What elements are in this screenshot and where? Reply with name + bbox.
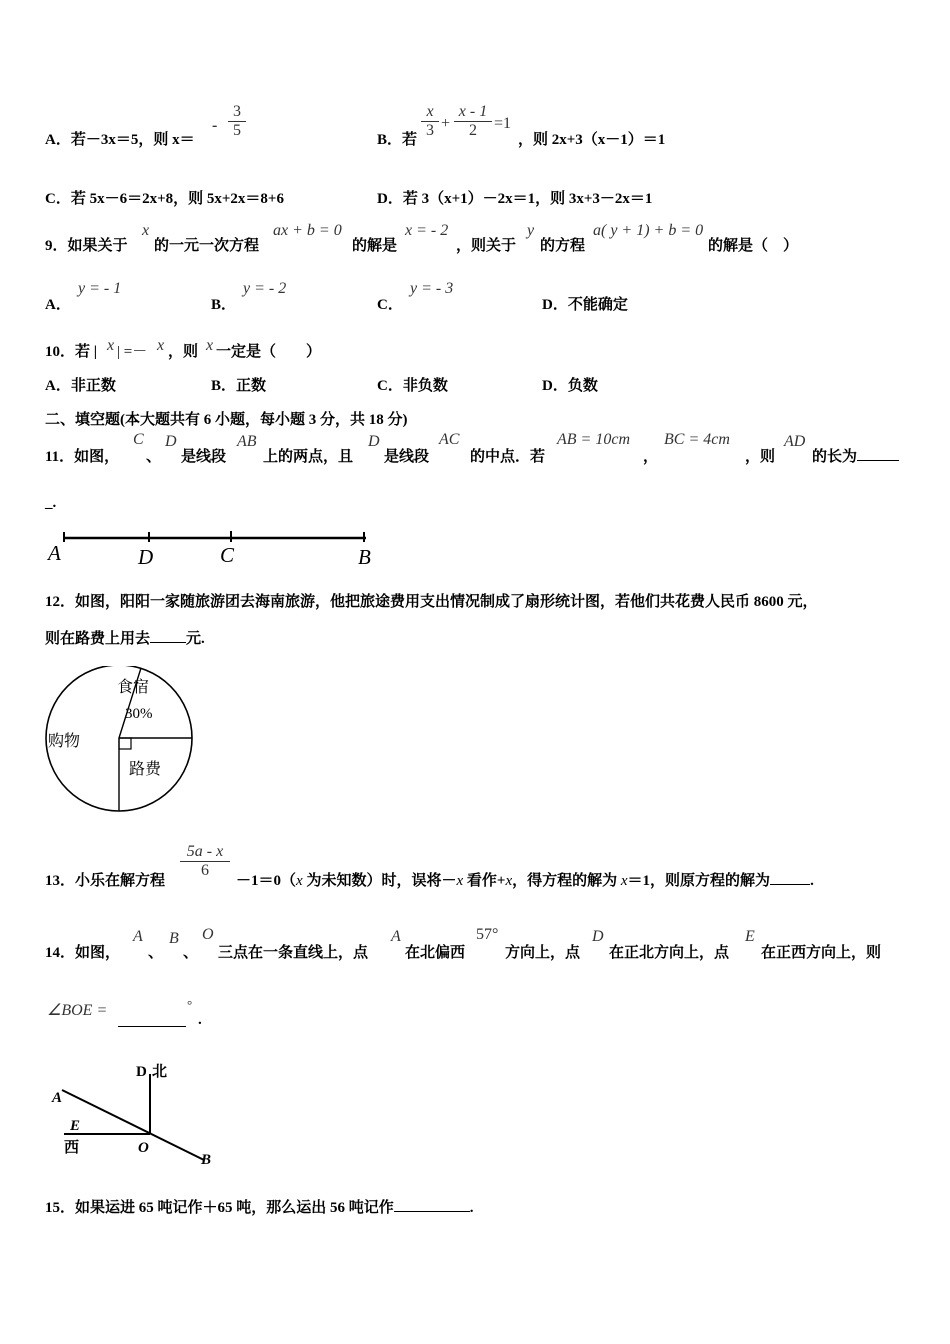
- q9-equation-1: ax + b = 0: [273, 222, 342, 239]
- q8-option-b-fraction-1: $\frac{x}{3}$: [421, 103, 439, 140]
- q9-text-2: 的一元一次方程: [154, 238, 260, 254]
- label-north: 北: [152, 1064, 168, 1080]
- q9-option-c-value: y = - 3: [410, 280, 454, 297]
- q10-text-1: 10．若 |: [45, 344, 98, 360]
- q11-equation-1: AB = 10cm: [557, 431, 630, 448]
- pie-label-food-pct: 30%: [125, 706, 153, 722]
- q10-text-4: 一定是（ ）: [216, 344, 322, 360]
- q9-option-b: B．: [211, 297, 237, 313]
- q9-equation-2: a( y + 1) + b = 0: [593, 222, 704, 239]
- q14-var-o: O: [202, 926, 214, 943]
- q14-text-6: 在正西方向上，则: [761, 945, 882, 961]
- q12-line-1: 12．如图，阳阳一家随旅游团去海南旅游，他把旅途费用支出情况制成了扇形统计图，若他们共花费人民币 8600 元，: [45, 594, 818, 610]
- right-angle-mark: [119, 738, 131, 749]
- q11-equation-2: BC = 4cm: [664, 431, 730, 448]
- q14-text-3: 在北偏西: [405, 945, 466, 961]
- q8-option-b-plus: +: [441, 115, 451, 132]
- q14-degree: 57°: [476, 926, 499, 943]
- q14-degree-symbol: °: [187, 997, 193, 1012]
- q11-comma: ，: [643, 449, 659, 465]
- q11-tail: _.: [45, 495, 57, 511]
- q9-text-4: ，则关于: [456, 238, 517, 254]
- q14-angle: ∠BOE =: [47, 1002, 108, 1019]
- q11-var-ac: AC: [439, 431, 460, 448]
- q14-sep-1: 、: [148, 945, 164, 961]
- q14-text-4: 方向上，点: [505, 945, 581, 961]
- label-o: O: [138, 1140, 149, 1156]
- q8-option-b-prefix: B．若: [377, 132, 418, 148]
- q9-text-6: 的解是（ ）: [708, 238, 799, 254]
- q9-option-a: A．: [45, 297, 71, 313]
- label-c: C: [220, 543, 235, 567]
- q8-option-a-fraction: $\frac{3}{5}$: [228, 103, 246, 140]
- q10-var-x2: x: [157, 337, 165, 354]
- q9-text-3: 的解是: [352, 238, 398, 254]
- q9-var-x: x: [142, 222, 150, 239]
- q10-option-d: D．负数: [542, 378, 598, 394]
- q9-text-5: 的方程: [540, 238, 586, 254]
- q8-option-b-equals: =1: [494, 115, 512, 132]
- q8-option-b-suffix: ，则 2x+3（x－1）＝1: [518, 132, 666, 148]
- q9-option-b-value: y = - 2: [243, 280, 287, 297]
- q12-line-2: 则在路费上用去 元.: [45, 631, 205, 647]
- pie-label-food: 食宿: [117, 679, 150, 696]
- line-ab: [62, 1090, 204, 1160]
- q15-text: 15．如果运进 65 吨记作＋65 吨，那么运出 56 吨记作 .: [45, 1200, 474, 1216]
- label-d: D: [136, 1064, 147, 1080]
- label-d: D: [138, 545, 154, 569]
- q14-sep-2: 、: [183, 945, 199, 961]
- q8-option-c: C．若 5x－6＝2x+8，则 5x+2x＝8+6: [45, 191, 284, 207]
- q14-var-d: D: [592, 928, 604, 945]
- q12-pie-chart: [44, 666, 196, 814]
- q14-var-a: A: [133, 928, 143, 945]
- q14-period: .: [198, 1012, 202, 1028]
- q11-text-7: 的长为: [812, 445, 899, 466]
- q11-text-6: ，则: [745, 449, 776, 465]
- q10-option-b: B．正数: [211, 378, 267, 394]
- q13-fraction: $\frac{5a - x}{6}$: [180, 843, 230, 880]
- q11-text-2: 是线段: [181, 449, 227, 465]
- q10-option-a: A．非正数: [45, 378, 116, 394]
- q14-var-a2: A: [391, 928, 401, 945]
- q9-option-d: D．不能确定: [542, 297, 628, 313]
- q8-option-a: A．若－3x＝5，则 x＝: [45, 132, 195, 148]
- q9-solution: x = - 2: [405, 222, 449, 239]
- q14-answer-blank: [118, 1026, 186, 1027]
- q8-option-a-sign: -: [212, 117, 218, 134]
- q11-sep: 、: [146, 449, 162, 465]
- q8-option-b-fraction-2: $\frac{x - 1}{2}$: [454, 103, 492, 140]
- q14-text-5: 在正北方向上，点: [609, 945, 730, 961]
- q11-var-ad: AD: [784, 433, 806, 450]
- q11-text-3: 上的两点，且: [263, 449, 354, 465]
- q10-var-x3: x: [206, 337, 214, 354]
- q10-var-x: x: [107, 337, 115, 354]
- q8-option-d: D．若 3（x+1）－2x＝1，则 3x+3－2x＝1: [377, 191, 653, 207]
- q11-var-ab: AB: [237, 433, 257, 450]
- pie-label-shopping: 购物: [48, 733, 81, 750]
- q14-text-2: 三点在一条直线上，点: [218, 945, 369, 961]
- q10-text-2: | =－: [117, 344, 148, 360]
- label-e: E: [70, 1118, 81, 1134]
- q11-text-1: 11．如图，: [45, 449, 120, 465]
- q14-text-1: 14．如图，: [45, 945, 121, 961]
- q11-var-d: D: [165, 433, 177, 450]
- q14-var-e: E: [745, 928, 755, 945]
- q9-var-y: y: [527, 222, 535, 239]
- q11-text-5: 的中点．若: [470, 449, 546, 465]
- q10-option-c: C．非负数: [377, 378, 448, 394]
- pie-label-travel: 路费: [129, 761, 162, 778]
- q13-text-2: －1＝0（x 为未知数）时，误将－x 看作+x，得方程的解为 x＝1，则原方程的解为 .: [236, 873, 814, 889]
- label-b: B: [358, 545, 371, 569]
- label-b: B: [201, 1152, 212, 1168]
- q9-option-c: C．: [377, 297, 403, 313]
- q11-var-c: C: [133, 431, 144, 448]
- q11-text-4: 是线段: [384, 449, 430, 465]
- label-a: A: [52, 1090, 63, 1106]
- q9-text-1: 9．如果关于: [45, 238, 128, 254]
- label-a: A: [48, 541, 61, 565]
- label-west: 西: [64, 1140, 80, 1156]
- q9-option-a-value: y = - 1: [78, 280, 122, 297]
- q10-text-3: ，则: [168, 344, 199, 360]
- q13-text-1: 13．小乐在解方程: [45, 873, 166, 889]
- q14-var-b: B: [169, 930, 179, 947]
- q11-var-d2: D: [368, 433, 380, 450]
- q14-direction-figure: [46, 1056, 218, 1172]
- section-2-heading: 二、填空题(本大题共有 6 小题，每小题 3 分，共 18 分): [45, 412, 408, 428]
- q11-segment-figure: [42, 524, 382, 572]
